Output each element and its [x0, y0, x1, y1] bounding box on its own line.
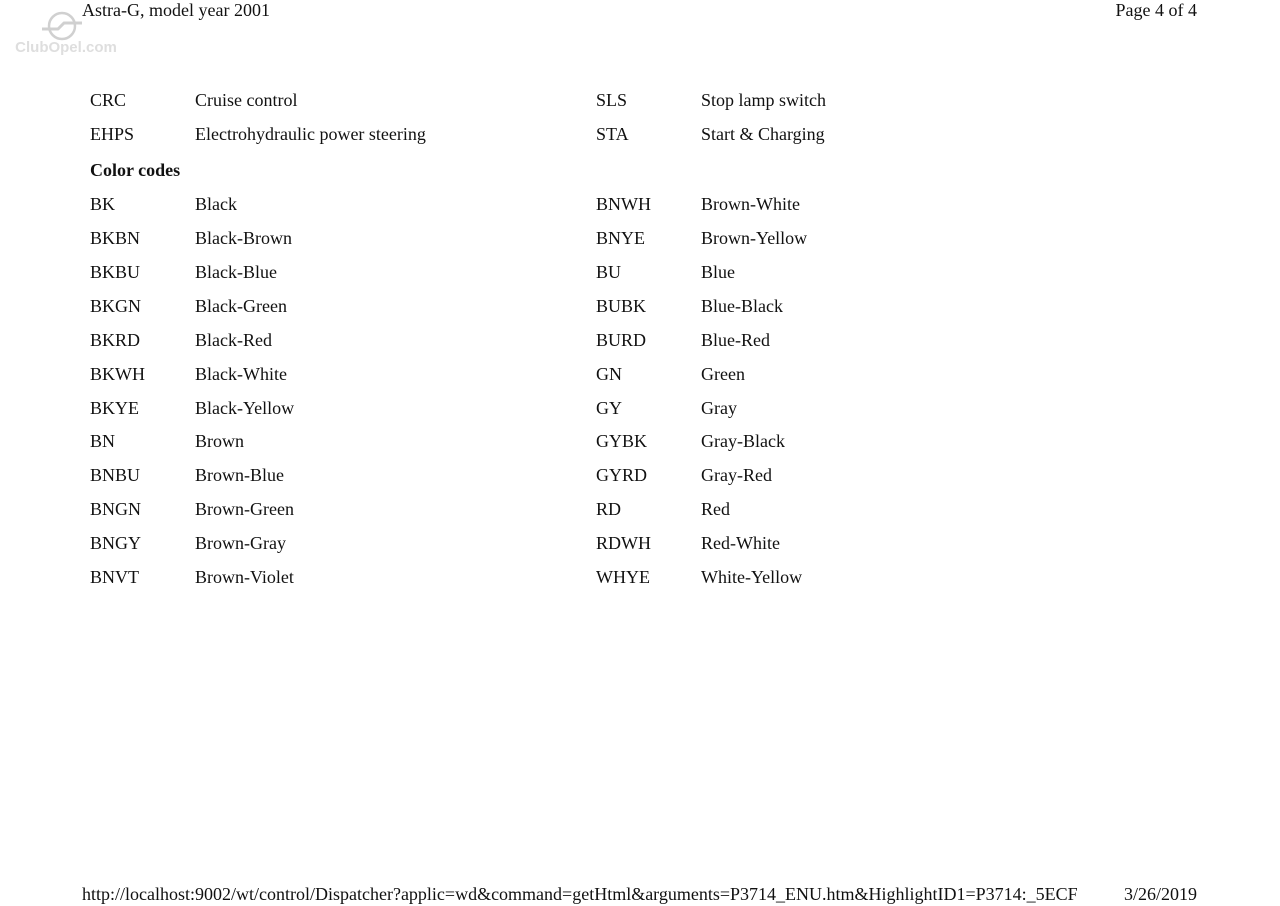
color-name: Brown-Violet — [195, 567, 294, 587]
opel-blitz-logo-icon — [14, 10, 118, 56]
color-name: Red — [701, 499, 730, 519]
color-code: BKYE — [90, 398, 139, 418]
color-name: Blue-Black — [701, 296, 783, 316]
color-name: Gray-Red — [701, 465, 772, 485]
color-code-row — [596, 396, 1076, 430]
color-code: GY — [596, 398, 622, 418]
abbreviation-row — [90, 122, 570, 156]
color-name: Black-Red — [195, 330, 272, 350]
color-name: Brown — [195, 431, 244, 451]
color-code: RDWH — [596, 533, 651, 553]
color-name: Black-Green — [195, 296, 287, 316]
color-name: Black-Brown — [195, 228, 292, 248]
color-name: Green — [701, 364, 745, 384]
color-code-row — [596, 531, 1076, 565]
color-code: BNGN — [90, 499, 142, 519]
abbreviation-description: Stop lamp switch — [701, 90, 826, 110]
color-code: BNYE — [596, 228, 645, 248]
color-code-row — [596, 226, 1076, 260]
color-code-row — [596, 260, 1076, 294]
color-code-row — [90, 192, 570, 226]
color-code-row — [596, 429, 1076, 463]
color-code: BU — [596, 262, 622, 282]
color-codes-heading: Color codes — [90, 160, 181, 180]
color-code: BURD — [596, 330, 647, 350]
color-name: Brown-White — [701, 194, 800, 214]
color-code: BKBN — [90, 228, 141, 248]
color-code-row — [90, 362, 570, 396]
footer-date: 3/26/2019 — [1123, 884, 1197, 904]
color-name: Black-Yellow — [195, 398, 295, 418]
color-code: RD — [596, 499, 622, 519]
color-name: Brown-Yellow — [701, 228, 808, 248]
color-name: Brown-Gray — [195, 533, 286, 553]
color-code-row — [596, 328, 1076, 362]
color-name: Brown-Green — [195, 499, 294, 519]
color-code-row — [90, 429, 570, 463]
color-code: GYBK — [596, 431, 648, 451]
color-name: White-Yellow — [701, 567, 803, 587]
abbreviation-description: Start & Charging — [701, 124, 825, 144]
footer-url: http://localhost:9002/wt/control/Dispatcher?applic=wd&command=getHtml&arguments=P3714_ENU.htm&HighlightID1=P3714:_5ECF — [82, 884, 1078, 904]
abbreviation-row — [90, 88, 570, 122]
abbreviation-code: SLS — [596, 90, 628, 110]
color-code: GYRD — [596, 465, 648, 485]
color-code: WHYE — [596, 567, 650, 587]
color-code: BUBK — [596, 296, 647, 316]
color-code: BNGY — [90, 533, 142, 553]
color-code: BKBU — [90, 262, 141, 282]
color-code-row — [90, 328, 570, 362]
color-code: GN — [596, 364, 622, 384]
color-name: Brown-Blue — [195, 465, 284, 485]
color-code-row — [596, 463, 1076, 497]
color-code-row — [90, 396, 570, 430]
abbreviation-row — [596, 88, 1076, 122]
color-code: BNWH — [596, 194, 651, 214]
page-number: Page 4 of 4 — [1115, 0, 1197, 20]
abbreviation-description: Cruise control — [195, 90, 298, 110]
abbreviation-code: CRC — [90, 90, 127, 110]
color-code-row — [596, 497, 1076, 531]
color-name: Black — [195, 194, 237, 214]
color-name: Blue-Red — [701, 330, 770, 350]
color-name: Blue — [701, 262, 735, 282]
color-code-row — [596, 565, 1076, 599]
color-code: BKGN — [90, 296, 142, 316]
color-code-row — [90, 294, 570, 328]
color-code-row — [596, 362, 1076, 396]
svg-text:ClubOpel.com: ClubOpel.com — [15, 39, 117, 56]
color-code: BNVT — [90, 567, 139, 587]
color-code-row — [90, 565, 570, 599]
document-title: Astra-G, model year 2001 — [82, 0, 270, 20]
color-name: Black-Blue — [195, 262, 277, 282]
color-code-row — [90, 497, 570, 531]
color-code: BN — [90, 431, 116, 451]
color-code: BKRD — [90, 330, 141, 350]
color-code-row — [596, 192, 1076, 226]
abbreviation-code: STA — [596, 124, 629, 144]
color-name: Red-White — [701, 533, 780, 553]
color-name: Black-White — [195, 364, 287, 384]
color-code: BK — [90, 194, 116, 214]
color-name: Gray-Black — [701, 431, 785, 451]
color-code-row — [90, 531, 570, 565]
abbreviation-code: EHPS — [90, 124, 135, 144]
color-code-row — [90, 260, 570, 294]
abbreviation-description: Electrohydraulic power steering — [195, 124, 426, 144]
color-code: BNBU — [90, 465, 141, 485]
color-code-row — [596, 294, 1076, 328]
abbreviation-row — [596, 122, 1076, 156]
color-name: Gray — [701, 398, 737, 418]
color-code-row — [90, 463, 570, 497]
color-code-row — [90, 226, 570, 260]
color-code: BKWH — [90, 364, 145, 384]
